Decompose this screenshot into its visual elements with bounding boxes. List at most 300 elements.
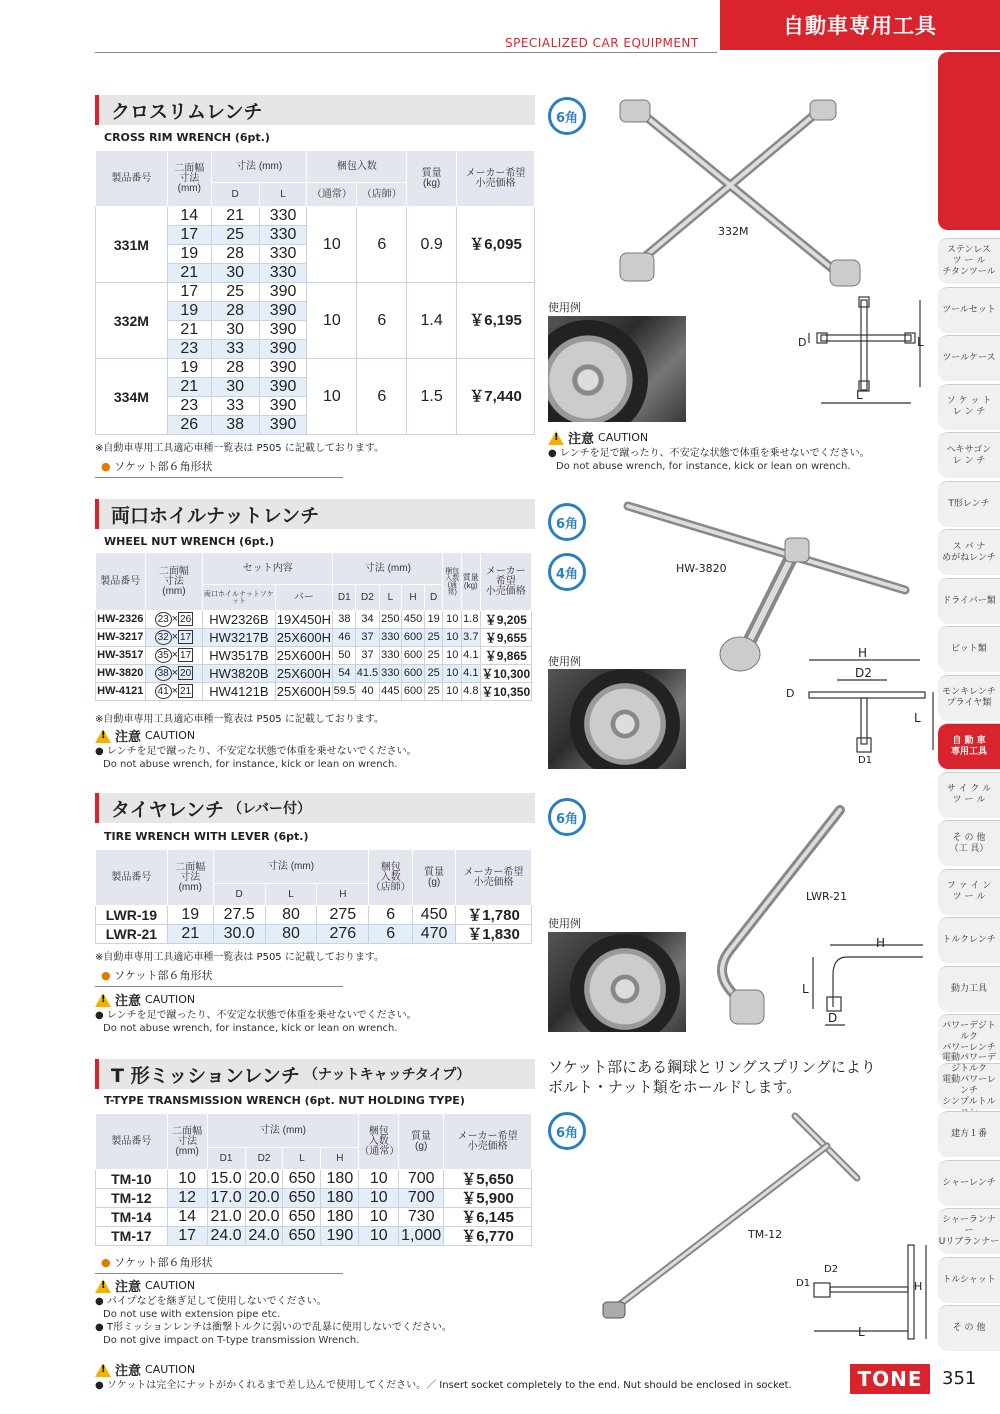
sidebar-tab[interactable]: ドライバー類 xyxy=(938,578,1000,624)
value-cell: 14 xyxy=(167,207,211,226)
value-cell: 33 xyxy=(211,340,259,359)
value-cell: 30.0 xyxy=(213,925,265,944)
dim-label-l: L xyxy=(856,388,863,402)
col-header: H xyxy=(321,1148,359,1170)
nut-size-a: 41 xyxy=(155,684,172,699)
table-row xyxy=(96,665,532,683)
col-header: メーカー希望 小売価格 xyxy=(444,1114,532,1170)
nut-size-b: 17 xyxy=(180,632,192,643)
table-row xyxy=(96,1208,532,1227)
hex-6pt-badge: 6角 xyxy=(548,503,586,541)
caution-block: ! 注意 CAUTION ● パイプなどを継ぎ足して使用しないでください。 Do not use with extension pipe etc. ● T形ミッションレンチは衝撃トルクに弱いので乱暴に使用しないでください。 Do not give impact on T-type transmission Wrench. xyxy=(95,1276,545,1347)
sidebar-tab[interactable]: ステンレス ツ ー ル チタンツール xyxy=(938,238,1000,284)
model-label: TM-12 xyxy=(748,1228,783,1241)
col-header: L xyxy=(259,183,307,207)
sidebar-tab[interactable]: トルクレンチ xyxy=(938,917,1000,963)
value-cell: 330 xyxy=(379,665,402,683)
price-cell: ￥1,830 xyxy=(456,925,532,944)
value-cell: 1.8 xyxy=(462,611,481,629)
value-cell: 10 xyxy=(443,629,462,647)
caution-block: ! 注意 CAUTION ● レンチを足で蹴ったり、不安定な状態で体重を乗せないでください。 Do not abuse wrench, for instance, kick or lean on wrench. xyxy=(95,990,535,1035)
price-cell: ￥5,900 xyxy=(444,1189,532,1208)
col-header: 製品番号 xyxy=(96,1114,168,1170)
value-cell: 250 xyxy=(379,611,402,629)
table-row xyxy=(96,1189,532,1208)
nut-size-x: × xyxy=(171,631,179,643)
value-cell: 180 xyxy=(321,1208,359,1227)
value-cell: 37 xyxy=(356,647,379,665)
nut-size-b: 17 xyxy=(180,650,192,661)
model-label: HW-3820 xyxy=(676,562,727,575)
col-header: メーカー希望 小売価格 xyxy=(456,850,532,906)
value-cell: 700 xyxy=(399,1189,444,1208)
col-header: D xyxy=(213,884,265,906)
product-code-cell: TM-10 xyxy=(96,1170,168,1189)
value-cell: 650 xyxy=(283,1189,321,1208)
dim-label-h: H xyxy=(876,936,886,950)
dim-label-d: D xyxy=(786,687,795,700)
value-cell: 27.5 xyxy=(213,906,265,925)
value-cell: 6 xyxy=(357,283,407,359)
usage-photo xyxy=(548,316,686,422)
table-row xyxy=(96,611,532,629)
value-cell: 34 xyxy=(356,611,379,629)
section-title: T 形ミッションレンチ （ナットキャッチタイプ） xyxy=(95,1059,535,1089)
dim-label-d1: D1 xyxy=(858,755,873,766)
value-cell: 17.0 xyxy=(207,1189,245,1208)
sidebar-tab[interactable]: トルシャット xyxy=(938,1257,1000,1303)
price-cell: ￥7,440 xyxy=(457,359,535,435)
price-cell: ￥6,145 xyxy=(444,1208,532,1227)
dimension-diagram xyxy=(795,935,935,1030)
nut-size-a: 32 xyxy=(155,630,172,645)
value-cell: 25 xyxy=(424,683,443,701)
model-label: 332M xyxy=(718,225,749,238)
col-header: （店師） xyxy=(357,183,407,207)
product-code-cell: LWR-21 xyxy=(96,925,168,944)
product-code-cell: HW-3517 xyxy=(96,647,146,665)
value-cell: 50 xyxy=(333,647,356,665)
col-header: バー xyxy=(275,585,333,611)
col-header: 梱包 入数 (通常) xyxy=(443,553,462,611)
col-header: 二面幅 寸法 (mm) xyxy=(167,850,213,906)
value-cell: 21.0 xyxy=(207,1208,245,1227)
footer-caution: ! 注意 CAUTION ● ソケットは完全にナットがかくれるまで差し込んで使用してください。／ Insert socket completely to the end. Nut should be enclosed in socket. xyxy=(95,1360,855,1392)
value-cell: 10 xyxy=(443,611,462,629)
page-subtitle: SPECIALIZED CAR EQUIPMENT xyxy=(505,36,699,50)
value-cell: 30 xyxy=(211,321,259,340)
value-cell: 10 xyxy=(359,1189,399,1208)
nut-size-cell xyxy=(145,611,203,629)
value-cell: 730 xyxy=(399,1208,444,1227)
col-header: 梱包 入数 （通常） xyxy=(359,1114,399,1170)
dim-label-d2: D2 xyxy=(855,666,872,680)
warning-icon xyxy=(548,431,564,445)
table-row xyxy=(96,283,535,302)
nut-size-a: 23 xyxy=(155,612,172,627)
value-cell: 24.0 xyxy=(207,1227,245,1246)
value-cell: 80 xyxy=(265,925,317,944)
value-cell: 24.0 xyxy=(245,1227,283,1246)
value-cell: 390 xyxy=(259,359,307,378)
value-cell: 330 xyxy=(259,207,307,226)
col-header: 質量 (g) xyxy=(413,850,456,906)
square-4pt-badge: 4角 xyxy=(548,553,586,591)
value-cell: 33 xyxy=(211,397,259,416)
value-cell: 28 xyxy=(211,359,259,378)
value-cell: 0.9 xyxy=(407,207,457,283)
value-cell: 19 xyxy=(167,245,211,264)
value-cell: 38 xyxy=(333,611,356,629)
col-header: H xyxy=(402,585,425,611)
product-code-cell: TM-17 xyxy=(96,1227,168,1246)
value-cell: 25X600H xyxy=(276,684,331,699)
value-cell: 25 xyxy=(424,647,443,665)
value-cell: 41.5 xyxy=(356,665,379,683)
sidebar-tab[interactable]: T形レンチ xyxy=(938,481,1000,527)
value-cell: 40 xyxy=(356,683,379,701)
note: ※自動車専用工具適応車種一覧表は P505 に記載しております。 xyxy=(95,714,385,725)
value-cell: 21 xyxy=(211,207,259,226)
value-cell: 650 xyxy=(283,1208,321,1227)
price-cell: ￥5,650 xyxy=(444,1170,532,1189)
value-cell: 25 xyxy=(424,665,443,683)
price-cell: ￥6,195 xyxy=(457,283,535,359)
feature-note: ● ソケット部６角形状 xyxy=(95,1252,343,1274)
dim-label-d1: D1 xyxy=(796,1278,811,1289)
nut-size-b: 21 xyxy=(180,686,192,697)
value-cell: 20.0 xyxy=(245,1208,283,1227)
value-cell: 330 xyxy=(379,647,402,665)
nut-size-x: × xyxy=(171,649,179,661)
value-cell: 6 xyxy=(357,359,407,435)
value-cell: 28 xyxy=(211,245,259,264)
sidebar-tab[interactable]: ビット類 xyxy=(938,626,1000,672)
col-header: D1 xyxy=(333,585,356,611)
col-header: D xyxy=(424,585,443,611)
price-cell: ￥9,655 xyxy=(480,629,531,647)
col-header: 寸法 (mm) xyxy=(211,151,307,183)
col-header: 製品番号 xyxy=(96,151,168,207)
value-cell: 190 xyxy=(321,1227,359,1246)
sidebar-tab[interactable]: パワーデジトルク パワーレンチ xyxy=(938,1014,1000,1060)
table-row xyxy=(96,647,532,665)
product-code-cell: HW-3217 xyxy=(96,629,146,647)
value-cell: 10 xyxy=(359,1170,399,1189)
value-cell: 275 xyxy=(317,906,369,925)
product-code-cell: LWR-19 xyxy=(96,906,168,925)
value-cell: 1.5 xyxy=(407,359,457,435)
value-cell: 1.4 xyxy=(407,283,457,359)
value-cell: 19 xyxy=(424,611,443,629)
value-cell: 25X600H xyxy=(276,630,331,645)
value-cell: 390 xyxy=(259,397,307,416)
page-title: 自動車専用工具 xyxy=(720,0,1000,50)
section-en-title: CROSS RIM WRENCH (6pt.) xyxy=(104,131,270,144)
sidebar-tab[interactable]: ツールセット xyxy=(938,287,1000,333)
value-cell: 445 xyxy=(379,683,402,701)
col-header: 質量 (g) xyxy=(399,1114,444,1170)
value-cell: 600 xyxy=(402,629,425,647)
dim-label-d: D xyxy=(828,1011,838,1025)
value-cell: 450 xyxy=(413,906,456,925)
value-cell: 650 xyxy=(283,1227,321,1246)
value-cell: 10 xyxy=(167,1170,207,1189)
price-cell: ￥9,865 xyxy=(480,647,531,665)
section-title: クロスリムレンチ xyxy=(95,95,535,125)
value-cell: 10 xyxy=(359,1227,399,1246)
value-cell: 14 xyxy=(167,1208,207,1227)
feature-note: ● ソケット部６角形状 xyxy=(95,965,343,987)
value-cell: 19 xyxy=(167,302,211,321)
price-cell: ￥9,205 xyxy=(480,611,531,629)
value-cell: 330 xyxy=(259,264,307,283)
col-header: 製品番号 xyxy=(96,553,146,611)
warning-icon xyxy=(95,729,111,743)
col-header: D2 xyxy=(245,1148,283,1170)
price-cell: ￥10,300 xyxy=(481,666,531,681)
price-cell: ￥6,095 xyxy=(457,207,535,283)
value-cell: 17 xyxy=(167,283,211,302)
value-cell: 26 xyxy=(167,416,211,435)
value-cell: 10 xyxy=(307,283,357,359)
col-header: L xyxy=(283,1148,321,1170)
sidebar-tab[interactable]: 動力工具 xyxy=(938,966,1000,1012)
value-cell: 450 xyxy=(402,611,425,629)
section-en-title: T-TYPE TRANSMISSION WRENCH (6pt. NUT HOLDING TYPE) xyxy=(104,1094,465,1107)
price-cell: ￥1,780 xyxy=(456,906,532,925)
spec-table xyxy=(95,849,532,944)
sidebar-tab[interactable]: シャーレンチ xyxy=(938,1160,1000,1206)
section-title: タイヤレンチ （レバー付） xyxy=(95,793,535,823)
value-cell: 30 xyxy=(211,264,259,283)
col-header: 二面幅 寸法 (mm) xyxy=(145,553,203,611)
warning-icon xyxy=(95,1363,111,1377)
usage-label: 使用例 xyxy=(548,655,581,668)
nut-size-cell xyxy=(145,647,203,665)
col-header: セット内容 xyxy=(203,553,333,585)
value-cell: HW3517B xyxy=(203,647,275,665)
value-cell: 21 xyxy=(167,264,211,283)
sidebar-tab[interactable]: フ ァ イ ン ツ ー ル xyxy=(938,869,1000,915)
nut-size-a: 35 xyxy=(155,648,172,663)
value-cell: 330 xyxy=(379,629,402,647)
sidebar-tab[interactable]: ヘキサゴン レ ン チ xyxy=(938,432,1000,478)
table-row xyxy=(96,359,535,378)
model-label: LWR-21 xyxy=(806,890,848,903)
col-header: 寸法 (mm) xyxy=(333,553,443,585)
value-cell: 390 xyxy=(259,378,307,397)
table-row xyxy=(96,207,535,226)
product-code-cell: TM-12 xyxy=(96,1189,168,1208)
dim-label-d: D xyxy=(798,336,807,349)
sidebar-tab[interactable]: そ の 他 （工 具） xyxy=(938,820,1000,866)
value-cell: 1,000 xyxy=(399,1227,444,1246)
sidebar-tab[interactable]: 建方１番 xyxy=(938,1111,1000,1157)
value-cell: 30 xyxy=(211,378,259,397)
value-cell: 6 xyxy=(369,906,413,925)
col-header: H xyxy=(317,884,369,906)
value-cell: 23 xyxy=(167,340,211,359)
sidebar-tab[interactable]: シャーランナー Uリブランナー xyxy=(938,1208,1000,1254)
col-header: 寸法 (mm) xyxy=(213,850,369,884)
warning-icon xyxy=(95,1279,111,1293)
usage-label: 使用例 xyxy=(548,917,581,930)
nut-size-b: 20 xyxy=(180,668,192,679)
dim-label-h: H xyxy=(858,646,868,660)
section-en-title: TIRE WRENCH WITH LEVER (6pt.) xyxy=(104,830,309,843)
value-cell: 470 xyxy=(413,925,456,944)
col-header: メーカー 希望 小売価格 xyxy=(480,553,531,611)
product-code-cell: HW-4121 xyxy=(96,683,146,701)
usage-photo xyxy=(548,932,686,1032)
col-header: 梱包 入数 （店師） xyxy=(369,850,413,906)
value-cell: 28 xyxy=(211,302,259,321)
dim-label-l: L xyxy=(914,711,921,725)
dimension-diagram xyxy=(795,295,935,415)
value-cell: 4.1 xyxy=(462,647,481,665)
section-en-title: WHEEL NUT WRENCH (6pt.) xyxy=(104,535,275,548)
usage-label: 使用例 xyxy=(548,301,581,314)
value-cell: 10 xyxy=(443,683,462,701)
value-cell: 4.8 xyxy=(462,683,481,701)
price-cell: ￥10,350 xyxy=(481,684,531,699)
table-row xyxy=(96,925,532,944)
spec-table xyxy=(95,552,532,701)
value-cell: 10 xyxy=(443,647,462,665)
sidebar-tab[interactable]: そ の 他 xyxy=(938,1305,1000,1351)
nut-size-cell xyxy=(145,629,203,647)
hex-6pt-badge: 6角 xyxy=(548,1112,586,1150)
col-header: メーカー希望 小売価格 xyxy=(457,151,535,207)
nut-size-b: 26 xyxy=(180,614,192,625)
value-cell: 390 xyxy=(259,302,307,321)
value-cell: 19 xyxy=(167,906,213,925)
value-cell: 650 xyxy=(283,1170,321,1189)
caution-block: ! 注意 CAUTION ● レンチを足で蹴ったり、不安定な状態で体重を乗せないでください。 Do not abuse wrench, for instance, kick or lean on wrench. xyxy=(548,428,928,473)
nut-size-cell xyxy=(145,683,203,701)
col-header: （通常） xyxy=(307,183,357,207)
col-header: D2 xyxy=(356,585,379,611)
warning-icon xyxy=(95,993,111,1007)
value-cell: 38 xyxy=(211,416,259,435)
price-cell: ￥6,770 xyxy=(444,1227,532,1246)
spec-table xyxy=(95,150,535,435)
value-cell: 390 xyxy=(259,321,307,340)
value-cell: 54 xyxy=(333,665,356,683)
value-cell: 17 xyxy=(167,226,211,245)
hex-6pt-badge: 6角 xyxy=(548,798,586,836)
value-cell: HW3820B xyxy=(203,665,275,683)
value-cell: 390 xyxy=(259,283,307,302)
nut-size-x: × xyxy=(171,685,179,697)
table-row xyxy=(96,906,532,925)
dim-label-h: H xyxy=(914,1280,923,1293)
col-header: 両口ホイルナットソケット xyxy=(203,585,275,611)
table-row xyxy=(96,629,532,647)
value-cell: 46 xyxy=(333,629,356,647)
value-cell: 21 xyxy=(167,321,211,340)
value-cell: 4.1 xyxy=(462,665,481,683)
col-header: 製品番号 xyxy=(96,850,168,906)
value-cell: 25X600H xyxy=(276,648,331,663)
feature-description: ソケット部にある鋼球とリングスプリングにより ボルト・ナット類をホールドします。 xyxy=(548,1058,876,1096)
value-cell: 15.0 xyxy=(207,1170,245,1189)
value-cell: 23 xyxy=(167,397,211,416)
value-cell: 330 xyxy=(259,226,307,245)
value-cell: 600 xyxy=(402,665,425,683)
col-header: L xyxy=(379,585,402,611)
value-cell: 6 xyxy=(369,925,413,944)
sidebar-tab[interactable]: モンキレンチ プライヤ類 xyxy=(938,675,1000,721)
page-number: 351 xyxy=(942,1368,977,1389)
value-cell: 10 xyxy=(443,665,462,683)
note: ※自動車専用工具適応車種一覧表は P505 に記載しております。 xyxy=(95,952,385,963)
value-cell: 80 xyxy=(265,906,317,925)
nut-size-cell xyxy=(145,665,203,683)
value-cell: 276 xyxy=(317,925,369,944)
value-cell: 390 xyxy=(259,416,307,435)
value-cell: 20.0 xyxy=(245,1170,283,1189)
spec-table xyxy=(95,1113,532,1246)
value-cell: 10 xyxy=(359,1208,399,1227)
value-cell: 12 xyxy=(167,1189,207,1208)
sidebar-tab[interactable]: ジトルク 電動パワーレンチ シンプルトル xyxy=(938,1063,1000,1109)
table-row xyxy=(96,1227,532,1246)
value-cell: 19 xyxy=(167,359,211,378)
col-header: 寸法 (mm) xyxy=(207,1114,359,1148)
sidebar-tab[interactable]: 自 動 車 専用工具 xyxy=(938,723,1000,769)
value-cell: 6 xyxy=(357,207,407,283)
value-cell: 37 xyxy=(356,629,379,647)
tone-logo: TONE xyxy=(850,1364,930,1394)
cross-rim-wrench-image xyxy=(590,95,920,295)
value-cell: 10 xyxy=(307,359,357,435)
product-code-cell: 331M xyxy=(96,207,168,283)
value-cell: 10 xyxy=(307,207,357,283)
value-cell: 25 xyxy=(211,283,259,302)
product-code-cell: 332M xyxy=(96,283,168,359)
sidebar-tab[interactable]: ツールケース xyxy=(938,335,1000,381)
value-cell: 25 xyxy=(424,629,443,647)
nut-size-x: × xyxy=(171,613,179,625)
value-cell: 59.5 xyxy=(333,683,356,701)
col-header: D xyxy=(211,183,259,207)
table-row xyxy=(96,683,532,701)
value-cell: 600 xyxy=(402,647,425,665)
value-cell: HW3217B xyxy=(203,629,275,647)
dim-label-l: L xyxy=(802,982,809,996)
product-code-cell: HW-3820 xyxy=(96,665,146,683)
value-cell: 20.0 xyxy=(245,1189,283,1208)
sidebar-tab[interactable]: サ イ ク ル ツ ー ル xyxy=(938,772,1000,818)
sidebar-top-block xyxy=(938,52,1000,230)
value-cell: 330 xyxy=(259,245,307,264)
value-cell: HW2326B xyxy=(203,611,275,629)
hex-6pt-badge: 6角 xyxy=(548,97,586,135)
col-header: 質量 (kg) xyxy=(462,553,481,611)
value-cell: 3.7 xyxy=(462,629,481,647)
value-cell: 25 xyxy=(211,226,259,245)
divider xyxy=(95,52,717,53)
value-cell: 21 xyxy=(167,925,213,944)
col-header: L xyxy=(265,884,317,906)
usage-photo xyxy=(548,669,686,769)
value-cell: 17 xyxy=(167,1227,207,1246)
sidebar-tab[interactable]: ソ ケ ッ ト レ ン チ xyxy=(938,384,1000,430)
sidebar-tab[interactable]: ス パ ナ めがねレンチ xyxy=(938,529,1000,575)
col-header: 梱包入数 xyxy=(307,151,407,183)
